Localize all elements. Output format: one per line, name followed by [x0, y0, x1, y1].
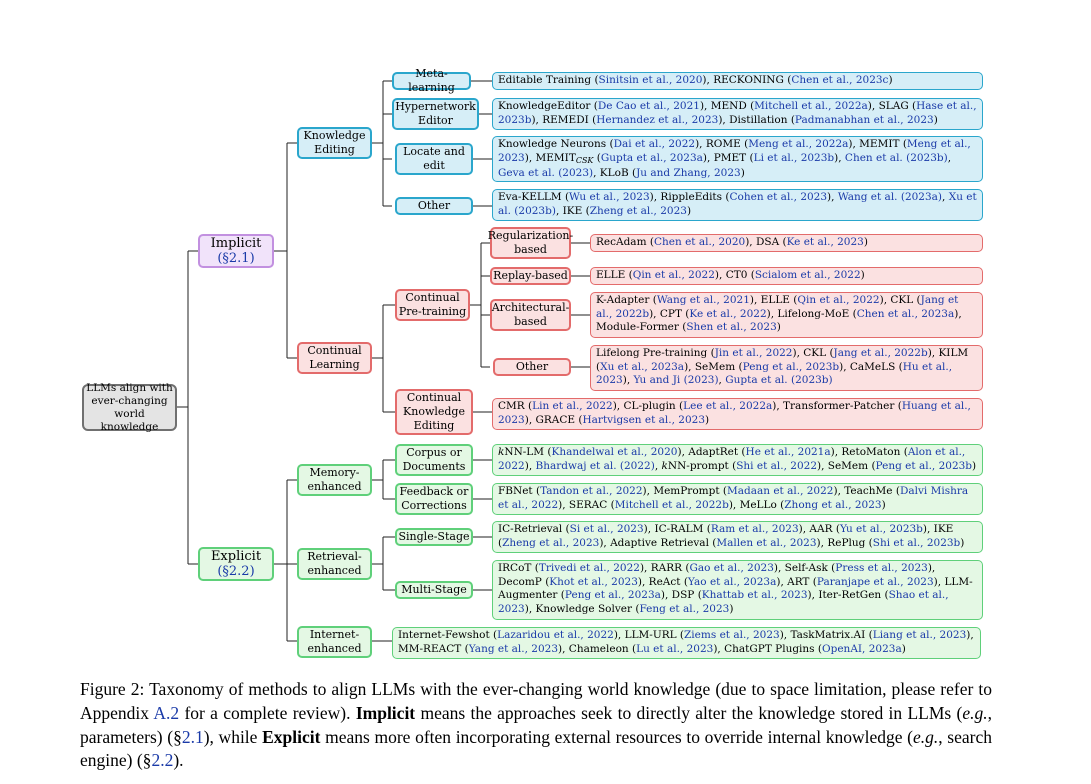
leaf-text: ), PMET (	[702, 151, 754, 164]
ke-other-node	[395, 197, 473, 215]
leaf-internet-enhanced	[392, 627, 981, 659]
continual-learning-node	[297, 342, 372, 374]
meta-learning-label: Meta-learning	[408, 67, 455, 94]
leaf-cpt-other	[590, 345, 983, 391]
leaf-text: Editable Training (	[498, 74, 599, 86]
citation-link[interactable]: Li et al., 2023b	[753, 151, 835, 164]
citation-link[interactable]: Gupta et al., 2023a	[600, 151, 703, 164]
root-node	[82, 381, 177, 433]
citation-link[interactable]: Si et al., 2023	[569, 523, 644, 535]
leaf-text: ), LLM-Augmenter (	[498, 575, 973, 602]
leaf-text: )	[705, 413, 710, 426]
leaf-text: ), CPT (	[649, 307, 690, 320]
leaf-text: ), RECKONING (	[702, 74, 792, 86]
leaf-text: )	[933, 113, 938, 126]
leaf-text: ), RetoMaton (	[830, 446, 908, 458]
leaf-text: ), MEND (	[699, 100, 755, 112]
citation-link[interactable]: Meng et al., 2022a	[748, 138, 849, 150]
citation-link[interactable]: Zheng et al., 2023	[502, 536, 600, 549]
citation-link[interactable]: Sinitsin et al., 2020	[598, 74, 703, 86]
caption-bold-implicit: Implicit	[355, 702, 416, 723]
citation-link[interactable]: Mitchell et al., 2022a	[754, 100, 868, 112]
continual-pretraining-label: Continual Pre-training	[398, 291, 467, 318]
replay-based-label: Replay-based	[493, 269, 568, 282]
leaf-text: IC-Retrieval (	[498, 523, 570, 535]
citation-link[interactable]: Bhardwaj et al. (2022)	[535, 459, 655, 472]
leaf-text: IRCoT (	[498, 562, 539, 574]
leaf-text: KnowledgeEditor (	[498, 100, 598, 112]
leaf-text: ), AdaptRet (	[677, 446, 746, 458]
leaf-text: ), Distillation (	[718, 113, 795, 126]
feedback-corrections-node	[395, 483, 473, 515]
leaf-text: ,	[947, 151, 952, 164]
leaf-regularization-based	[590, 234, 983, 252]
citation-link[interactable]: Meng et al., 2023	[498, 138, 971, 164]
continual-pretraining-node	[395, 289, 470, 321]
citation-link[interactable]: De Cao et al., 2021	[597, 100, 700, 112]
citation-link[interactable]: Khattab et al., 2023	[701, 589, 808, 602]
multi-stage-label: Multi-Stage	[401, 583, 467, 596]
caption-bold-explicit: Explicit	[262, 726, 321, 747]
implicit-node	[198, 234, 274, 268]
citation-link[interactable]: Hernandez et al., 2023	[596, 113, 719, 126]
leaf-text: ), MemPrompt (	[642, 485, 727, 497]
leaf-text: ), SERAC (	[558, 498, 615, 511]
leaf-text: ), ChatGPT Plugins (	[713, 642, 823, 655]
citation-link[interactable]: Chen et al., 2023a	[856, 307, 955, 320]
caption-text-3: means the approaches seek to directly alter the knowledge stored in LLMs (	[415, 702, 963, 723]
continual-knowledge-editing-node	[395, 389, 473, 435]
leaf-text: ), IKE (	[498, 523, 954, 549]
single-stage-label: Single-Stage	[398, 530, 470, 543]
citation-link[interactable]: Qin et al., 2022	[632, 269, 715, 281]
leaf-text: )	[776, 321, 781, 334]
italic-text: k	[498, 446, 505, 458]
citation-link[interactable]: Mitchell et al., 2022b	[614, 498, 729, 511]
leaf-text: NN-prompt (	[667, 459, 737, 472]
multi-stage-node	[395, 581, 473, 599]
citation-link[interactable]: Hartvigsen et al., 2023	[582, 413, 706, 426]
leaf-text: )	[888, 74, 893, 86]
caption-text-5: ), while	[203, 726, 263, 747]
leaf-text: ), LLM-URL (	[613, 629, 685, 641]
citation-link[interactable]: Zhong et al., 2023	[784, 498, 882, 511]
leaf-text: ), REMEDI (	[531, 113, 597, 126]
leaf-text: ), ELLE (	[749, 294, 798, 306]
citation-link[interactable]: Alon et al., 2022	[498, 446, 966, 472]
citation-link[interactable]: Peng et al., 2023a	[564, 589, 661, 602]
subscript-text: CSK	[575, 155, 594, 165]
citation-link[interactable]: Lazaridou et al., 2022	[497, 629, 614, 641]
citation-link[interactable]: Geva et al. (2023)	[498, 167, 594, 180]
citation-link[interactable]: Chen et al. (2023b)	[844, 151, 948, 164]
citation-link[interactable]: Cohen et al., 2023	[729, 191, 828, 203]
leaf-text: )	[863, 236, 868, 248]
leaf-text: ), Chameleon (	[558, 642, 637, 655]
citation-link[interactable]: Hase et al., 2023b	[498, 100, 977, 126]
leaf-architectural-based	[590, 292, 983, 338]
knowledge-editing-node	[297, 127, 372, 159]
leaf-text: ),	[622, 374, 634, 387]
leaf-text: )	[881, 498, 886, 511]
leaf-text: ), Transformer-Patcher (	[772, 400, 902, 412]
architectural-based-node	[490, 299, 571, 331]
citation-link[interactable]: Ke et al., 2022	[689, 307, 767, 320]
citation-link[interactable]: Peng et al., 2023b	[742, 360, 840, 373]
citation-link[interactable]: Jang et al., 2022b	[596, 294, 959, 320]
caption-text-6: means more often incorporating external resources to override internal knowledge (	[320, 726, 913, 747]
citation-link[interactable]: Scialom et al., 2022	[754, 269, 861, 281]
leaf-meta-learning	[492, 72, 983, 90]
citation-link[interactable]: Yang et al., 2023	[468, 642, 559, 655]
explicit-section: (§2.2)	[217, 564, 255, 579]
citation-link[interactable]: Yu et al., 2023b	[839, 523, 923, 535]
citation-link[interactable]: Paranjape et al., 2023	[816, 575, 934, 588]
leaf-text: )	[960, 536, 965, 549]
citation-link[interactable]: Shi et al., 2022	[736, 459, 817, 472]
citation-link[interactable]: Mallen et al., 2023	[716, 536, 817, 549]
leaf-text: FBNet (	[498, 485, 541, 497]
leaf-text: ), DecomP (	[498, 562, 936, 588]
citation-link[interactable]: Chen et al., 2023c	[791, 74, 889, 86]
citation-link[interactable]: Shen et al., 2023	[686, 321, 777, 334]
citation-link[interactable]: Khot et al., 2023	[549, 575, 638, 588]
citation-link[interactable]: Gao et al., 2023	[689, 562, 774, 574]
leaf-text: Eva-KELLM (	[498, 191, 570, 203]
leaf-corpus-documents	[492, 444, 983, 476]
citation-link[interactable]: Wang et al., 2021	[656, 294, 750, 306]
leaf-text: ), KILM (	[596, 347, 969, 373]
replay-based-node	[490, 267, 571, 285]
citation-link[interactable]: Yu and Ji (2023)	[633, 374, 719, 387]
leaf-text: Internet-Fewshot (	[398, 629, 498, 641]
citation-link[interactable]: Trivedi et al., 2022	[538, 562, 640, 574]
leaf-text: Lifelong Pre-training (	[596, 347, 715, 359]
citation-link[interactable]: Wu et al., 2023	[569, 191, 650, 203]
citation-link[interactable]: Lu et al., 2023	[636, 642, 714, 655]
leaf-text: )	[901, 642, 906, 655]
leaf-text: ), SeMem (	[684, 360, 743, 373]
leaf-text: ), Module-Former (	[596, 307, 962, 334]
leaf-multi-stage	[492, 560, 983, 620]
leaf-replay-based	[590, 267, 983, 285]
corpus-documents-node	[395, 444, 473, 476]
leaf-text: ), MEMIT (	[848, 138, 907, 150]
caption-text-1: Figure 2: Taxonomy of methods to align LLMs with the ever-changing world knowledge (due to space limitation, please refer to Appendix	[80, 679, 992, 723]
citation-link[interactable]: Dalvi Mishra et al., 2022	[498, 485, 969, 511]
caption-italic-eg-1: e.g.	[962, 702, 988, 723]
memory-enhanced-label: Memory-enhanced	[307, 466, 362, 493]
citation-link[interactable]: Liang et al., 2023	[872, 629, 967, 641]
citation-link[interactable]: Qin et al., 2022	[797, 294, 880, 306]
leaf-text: ), MM-REACT (	[398, 629, 974, 655]
leaf-single-stage	[492, 521, 983, 553]
leaf-text: )	[686, 204, 692, 217]
feedback-corrections-label: Feedback or Corrections	[399, 485, 469, 512]
citation-link[interactable]: Khandelwal et al., 2020	[551, 446, 678, 458]
citation-link[interactable]: Press et al., 2023	[835, 562, 928, 574]
figure-caption	[80, 678, 992, 773]
leaf-text: ,	[718, 374, 726, 387]
leaf-text: ), CKL (	[792, 347, 834, 359]
single-stage-node	[395, 528, 473, 546]
leaf-text: ELLE (	[596, 269, 633, 281]
citation-link[interactable]: Yao et al., 2023a	[687, 575, 777, 588]
italic-text: k	[661, 459, 668, 472]
leaf-feedback-corrections	[492, 483, 983, 515]
leaf-text: ), Self-Ask (	[773, 562, 836, 574]
citation-link[interactable]: Tandon et al., 2022	[540, 485, 643, 497]
caption-text-7: , search engine) (§	[80, 726, 992, 771]
leaf-text: ,	[654, 459, 662, 472]
citation-link[interactable]: Jang et al., 2022b	[833, 347, 928, 359]
leaf-text: CMR (	[498, 400, 533, 412]
continual-knowledge-editing-label: Continual Knowledge Editing	[403, 391, 465, 432]
explicit-node	[198, 547, 274, 581]
leaf-text: ), CT0 (	[714, 269, 755, 281]
citation-link[interactable]: Hu et al., 2023	[596, 360, 953, 387]
ke-other-label: Other	[417, 199, 451, 212]
citation-link[interactable]: Gupta et al. (2023b)	[725, 374, 833, 387]
regularization-based-node	[487, 227, 574, 259]
citation-link[interactable]: Xu et al., 2023a	[600, 360, 685, 373]
caption-italic-eg-2: e.g.	[912, 726, 939, 747]
leaf-text: ), TeachMe (	[833, 485, 900, 497]
leaf-text: Knowledge Neurons (	[498, 138, 614, 150]
citation-link[interactable]: Ram et al., 2023	[710, 523, 799, 535]
leaf-text: ), Lifelong-MoE (	[766, 307, 857, 320]
caption-text-8: ).	[173, 750, 184, 771]
leaf-text: ), ReAct (	[637, 575, 688, 588]
meta-learning-node	[392, 67, 471, 94]
leaf-text: RecAdam (	[596, 236, 654, 248]
hypernetwork-editor-label: Hypernetwork Editor	[395, 100, 476, 127]
caption-text-4: , parameters) (§	[80, 702, 992, 747]
leaf-text: ), IC-RALM (	[643, 523, 711, 535]
leaf-text: ), SeMem (	[817, 459, 876, 472]
knowledge-editing-label: Knowledge Editing	[303, 129, 366, 156]
leaf-ke-other	[492, 189, 983, 221]
leaf-text: ), SLAG (	[867, 100, 917, 112]
implicit-label: Implicit	[210, 236, 262, 251]
caption-link-section-2-1[interactable]: 2.1	[181, 726, 204, 747]
internet-enhanced-node	[297, 626, 372, 658]
cpt-other-label: Other	[515, 360, 549, 373]
citation-link[interactable]: Feng et al., 2023	[639, 602, 730, 615]
citation-link[interactable]: Shi et al., 2023b	[872, 536, 961, 549]
leaf-text: ),	[834, 151, 845, 164]
explicit-label: Explicit	[210, 549, 262, 564]
leaf-text: ),	[827, 191, 838, 203]
leaf-text: ), ART (	[776, 575, 817, 588]
citation-link[interactable]: Jin et al., 2022	[714, 347, 793, 359]
leaf-text: ), CL-plugin (	[612, 400, 684, 412]
regularization-based-label: Regularization-based	[487, 229, 574, 256]
implicit-section: (§2.1)	[217, 251, 255, 266]
citation-link[interactable]: Xu et al. (2023b)	[498, 191, 977, 217]
leaf-text: ), RePlug (	[816, 536, 873, 549]
leaf-text: NN-LM (	[504, 446, 552, 458]
citation-link[interactable]: Wang et al. (2023a)	[837, 191, 943, 203]
continual-learning-label: Continual Learning	[307, 344, 362, 371]
leaf-text: ,	[942, 191, 949, 203]
cpt-other-node	[493, 358, 571, 376]
citation-link[interactable]: He et al., 2021a	[745, 446, 831, 458]
leaf-text: )	[860, 269, 865, 281]
leaf-text: ), ROME (	[695, 138, 749, 150]
leaf-text: ), DSP (	[660, 589, 702, 602]
leaf-text: ), GRACE (	[524, 413, 583, 426]
leaf-hypernetwork-editor	[492, 98, 983, 130]
leaf-text: ), AAR (	[798, 523, 840, 535]
caption-link-section-2-2[interactable]: 2.2	[151, 750, 174, 771]
citation-link[interactable]: Zheng et al., 2023	[589, 204, 687, 217]
leaf-text: ), CKL (	[879, 294, 921, 306]
leaf-locate-and-edit	[492, 136, 983, 182]
leaf-text: ), RippleEdits (	[649, 191, 730, 203]
leaf-text: ), TaskMatrix.AI (	[779, 629, 873, 641]
citation-link[interactable]: OpenAI, 2023a	[822, 642, 902, 655]
leaf-text: , IKE (	[555, 204, 590, 217]
citation-link[interactable]: Ziems et al., 2023	[684, 629, 780, 641]
citation-link[interactable]: Dai et al., 2022	[613, 138, 696, 150]
retrieval-enhanced-node	[297, 548, 372, 580]
citation-link[interactable]: Lin et al., 2022	[532, 400, 613, 412]
leaf-text: ), Knowledge Solver (	[524, 602, 640, 615]
citation-link[interactable]: Lee et al., 2022a	[683, 400, 773, 412]
leaf-text: ), RARR (	[639, 562, 690, 574]
caption-link-appendix[interactable]: A.2	[153, 702, 180, 723]
hypernetwork-editor-node	[392, 98, 479, 130]
leaf-text: )	[972, 459, 977, 472]
citation-link[interactable]: Huang et al., 2023	[498, 400, 971, 426]
citation-link[interactable]: Ju and Zhang, 2023	[636, 167, 741, 180]
internet-enhanced-label: Internet-enhanced	[307, 628, 362, 655]
citation-link[interactable]: Ke et al., 2023	[786, 236, 864, 248]
citation-link[interactable]: Peng et al., 2023b	[875, 459, 973, 472]
leaf-text: ), DSA (	[745, 236, 787, 248]
leaf-text: ), MeLLo (	[728, 498, 785, 511]
retrieval-enhanced-label: Retrieval-enhanced	[307, 550, 362, 577]
leaf-text: ),	[524, 459, 536, 472]
citation-link[interactable]: Chen et al., 2020	[653, 236, 746, 248]
leaf-text: K-Adapter (	[596, 294, 657, 306]
leaf-text: ), Iter-RetGen (	[807, 589, 889, 602]
citation-link[interactable]: Madaan et al., 2022	[726, 485, 834, 497]
leaf-text: ), Adaptive Retrieval (	[599, 536, 717, 549]
corpus-documents-label: Corpus or Documents	[402, 446, 466, 473]
locate-and-edit-node	[395, 143, 473, 175]
root-label: LLMs align with ever-changing world knowledge	[86, 381, 173, 433]
citation-link[interactable]: Shao et al., 2023	[498, 589, 949, 615]
architectural-based-label: Architectural-based	[491, 301, 570, 328]
leaf-text: )	[740, 167, 745, 180]
citation-link[interactable]: Padmanabhan et al., 2023	[794, 113, 934, 126]
locate-and-edit-label: Locate and edit	[403, 145, 465, 172]
caption-text-2: for a complete review).	[179, 702, 356, 723]
leaf-text: , KLoB (	[593, 167, 637, 180]
leaf-continual-knowledge-editing	[492, 398, 983, 430]
leaf-text: )	[729, 602, 734, 615]
leaf-text: ), MEMIT	[524, 151, 576, 164]
leaf-text: (	[593, 151, 601, 164]
memory-enhanced-node	[297, 464, 372, 496]
leaf-text: ), CaMeLS (	[839, 360, 903, 373]
